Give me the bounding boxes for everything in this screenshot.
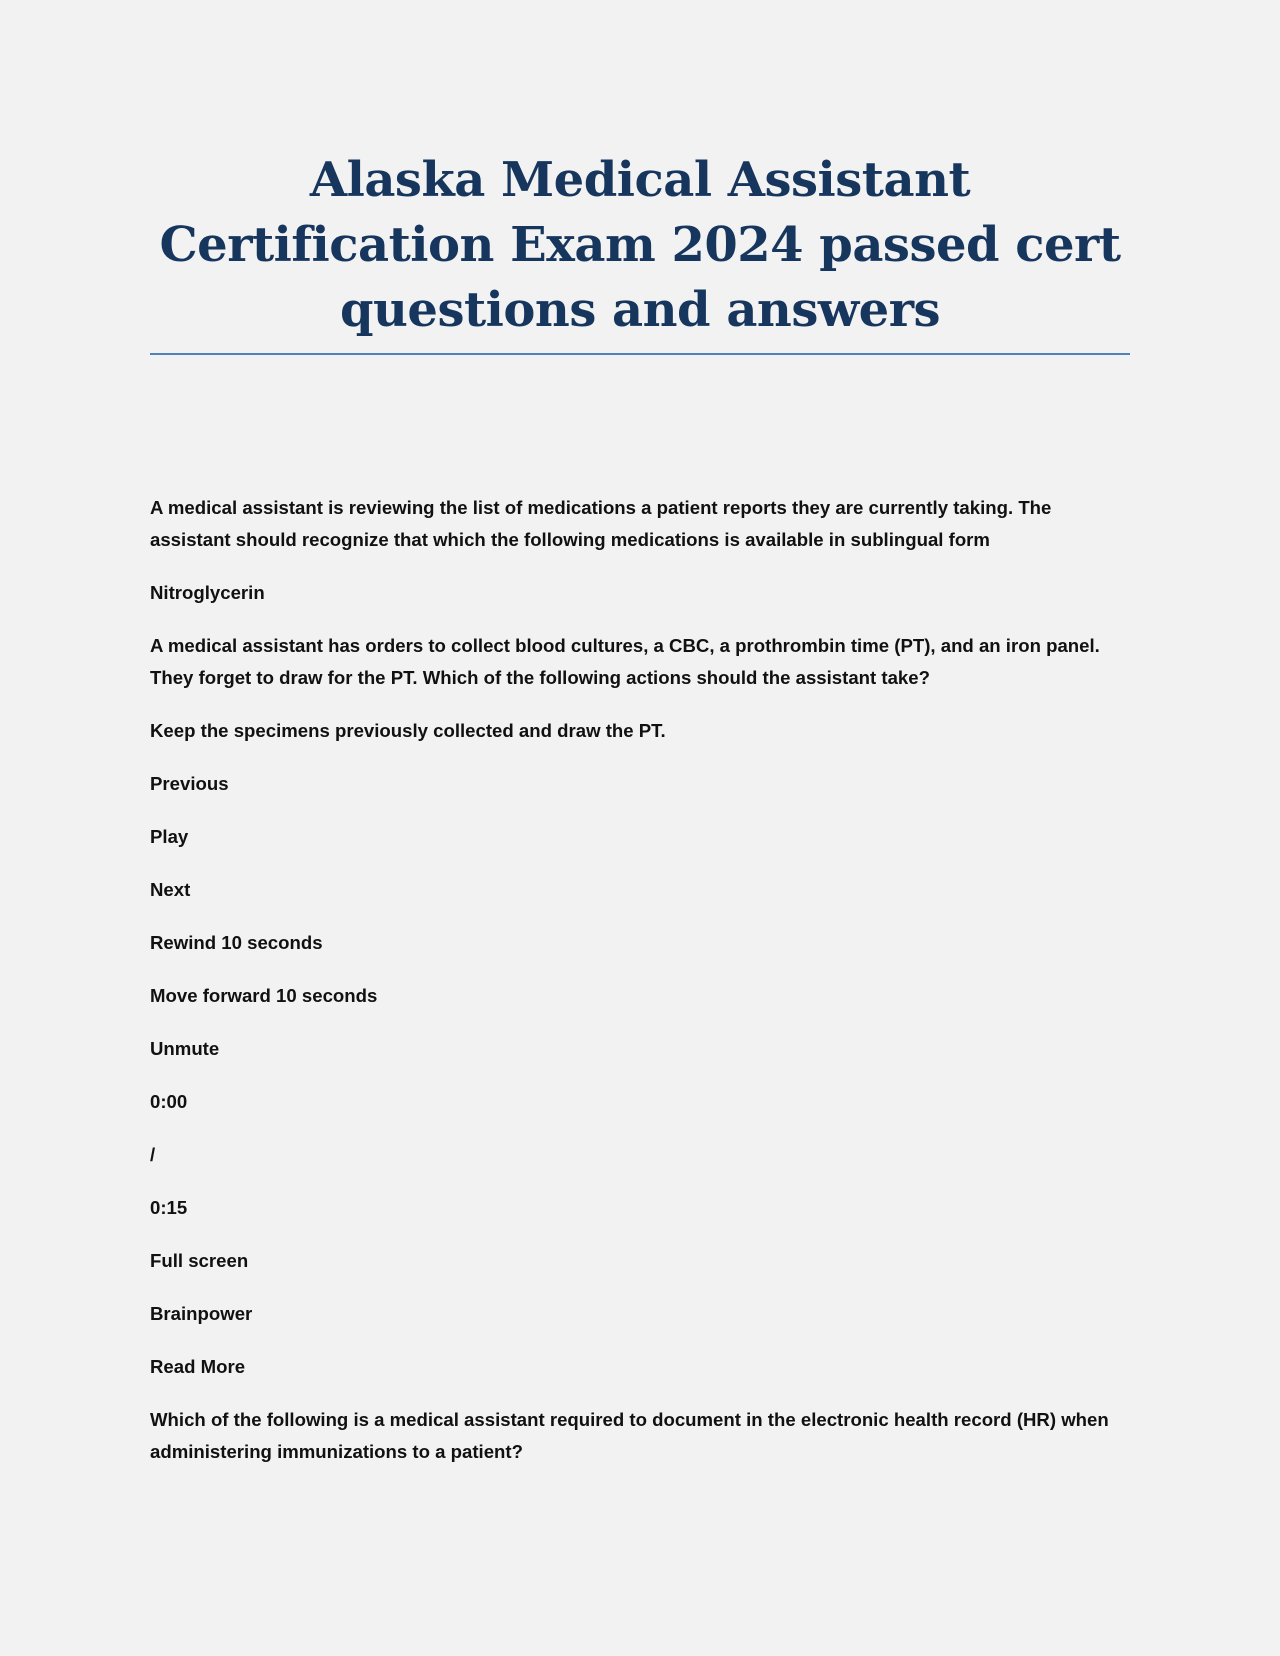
text-unmute: Unmute	[150, 1038, 220, 1059]
text-duration: 0:15	[150, 1197, 188, 1218]
question-1: A medical assistant is reviewing the list of medications a patient reports they are currently taking. The assistant should recognize that which the following medications is available in sublingual form	[150, 497, 1052, 550]
text-read-more: Read More	[150, 1356, 246, 1377]
answer-2: Keep the specimens previously collected and draw the PT.	[150, 720, 666, 741]
text-brainpower: Brainpower	[150, 1303, 253, 1324]
text-play: Play	[150, 826, 189, 847]
document-body	[150, 492, 1130, 1468]
text-next: Next	[150, 879, 191, 900]
text-separator: /	[150, 1144, 156, 1165]
text-forward: Move forward 10 seconds	[150, 985, 378, 1006]
question-2: A medical assistant has orders to collect blood cultures, a CBC, a prothrombin time (PT), and an iron panel. They forget to draw for the PT. Which of the following actions should the assistant take?	[150, 635, 1100, 688]
title-underline	[150, 353, 1130, 355]
document-title: Alaska Medical Assistant Certification Exam 2024 passed cert questions and answers	[159, 152, 1121, 338]
document-page	[150, 148, 1130, 1489]
text-rewind: Rewind 10 seconds	[150, 932, 323, 953]
answer-1: Nitroglycerin	[150, 582, 265, 603]
text-current-time: 0:00	[150, 1091, 188, 1112]
question-3: Which of the following is a medical assistant required to document in the electronic health record (HR) when administering immunizations to a patient?	[150, 1409, 1109, 1462]
text-previous: Previous	[150, 773, 229, 794]
text-full-screen: Full screen	[150, 1250, 249, 1271]
